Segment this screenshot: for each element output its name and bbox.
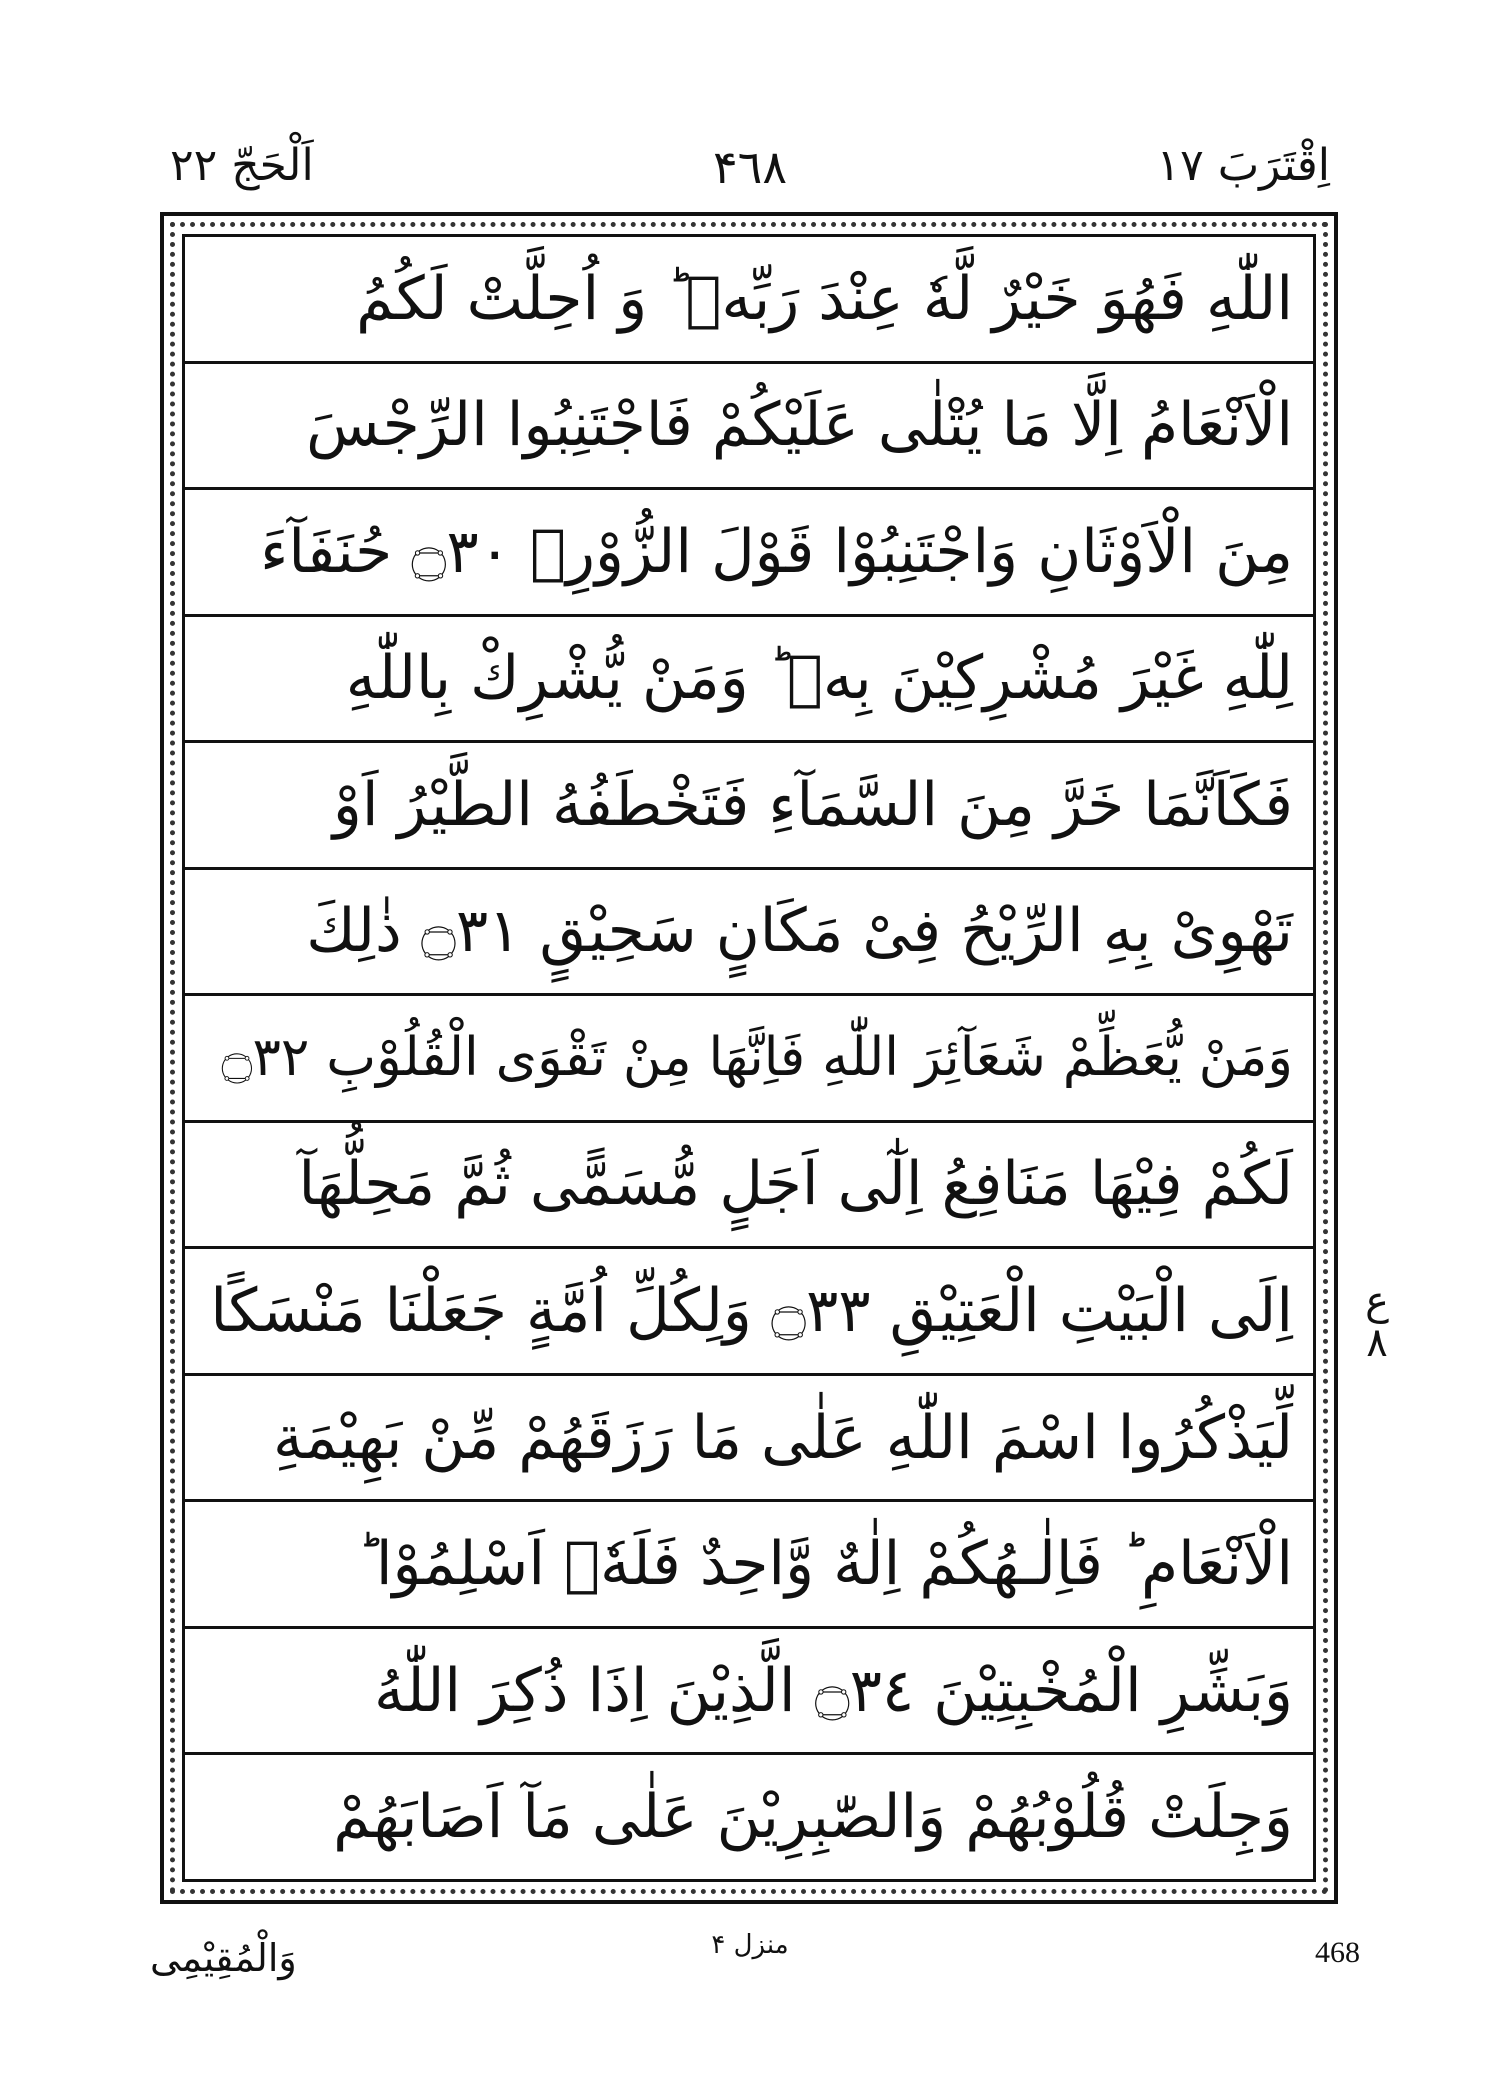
verse-lines	[185, 237, 1313, 1879]
text-line-2: الْاَنْعَامُ اِلَّا مَا يُتْلٰى عَلَيْكُمْ فَاجْتَنِبُوا الرِّجْسَ	[185, 364, 1313, 491]
text-line-1: اللّٰهِ فَهُوَ خَيْرٌ لَّهٗ عِنْدَ رَبِّهٖ ؕ وَ اُحِلَّتْ لَكُمُ	[185, 237, 1313, 364]
page-footer	[0, 1926, 1500, 1996]
text-line-10: لِّيَذْكُرُوا اسْمَ اللّٰهِ عَلٰى مَا رَزَقَهُمْ مِّنْ بَهِيْمَةِ	[185, 1376, 1313, 1503]
juz-label: اِقْتَرَبَ ١٧	[1156, 140, 1330, 191]
ruku-margin-mark: ع ٨	[1365, 1278, 1389, 1366]
text-line-8: لَكُمْ فِيْهَا مَنَافِعُ اِلٰٓى اَجَلٍ مُّسَمًّى ثُمَّ مَحِلُّهَآ	[185, 1123, 1313, 1250]
catchword: وَالْمُقِيْمِى	[150, 1936, 297, 1980]
manzil-label: منزل ۴	[711, 1930, 789, 1960]
page-header	[0, 140, 1500, 210]
surah-label: اَلْحَجّ ٢٢	[170, 140, 314, 191]
text-line-5: فَكَاَنَّمَا خَرَّ مِنَ السَّمَآءِ فَتَخْطَفُهُ الطَّيْرُ اَوْ	[185, 743, 1313, 870]
text-line-12: وَبَشِّرِ الْمُخْبِتِيْنَ ۝٣٤ الَّذِيْنَ اِذَا ذُكِرَ اللّٰهُ	[185, 1629, 1313, 1756]
page-number-arabic: ۴٦٨	[712, 140, 788, 194]
text-line-9: اِلَى الْبَيْتِ الْعَتِيْقِ ۝٣٣ وَلِكُلِّ اُمَّةٍ جَعَلْنَا مَنْسَكًا	[185, 1249, 1313, 1376]
text-line-11: الْاَنْعَامِ ؕ فَاِلٰـهُكُمْ اِلٰهٌ وَّاحِدٌ فَلَهٗۤ اَسْلِمُوْا ؕ	[185, 1502, 1313, 1629]
page-number-latin: 468	[1315, 1936, 1360, 1969]
page-frame	[160, 212, 1338, 1904]
text-line-13: وَجِلَتْ قُلُوْبُهُمْ وَالصّٰبِرِيْنَ عَلٰى مَآ اَصَابَهُمْ	[333, 1782, 1293, 1853]
text-line-4: لِلّٰهِ غَيْرَ مُشْرِكِيْنَ بِهٖ ؕ وَمَنْ يُّشْرِكْ بِاللّٰهِ	[185, 617, 1313, 744]
text-line-7: وَمَنْ يُّعَظِّمْ شَعَآئِرَ اللّٰهِ فَاِنَّهَا مِنْ تَقْوَى الْقُلُوْبِ ۝٣٢	[185, 996, 1313, 1123]
text-line-3: مِنَ الْاَوْثَانِ وَاجْتَنِبُوْا قَوْلَ الزُّوْرِۙ ۝٣٠ حُنَفَآءَ	[185, 490, 1313, 617]
text-line-6: تَهْوِىْ بِهِ الرِّيْحُ فِىْ مَكَانٍ سَحِيْقٍ ۝٣١ ذٰلِكَ	[185, 870, 1313, 997]
